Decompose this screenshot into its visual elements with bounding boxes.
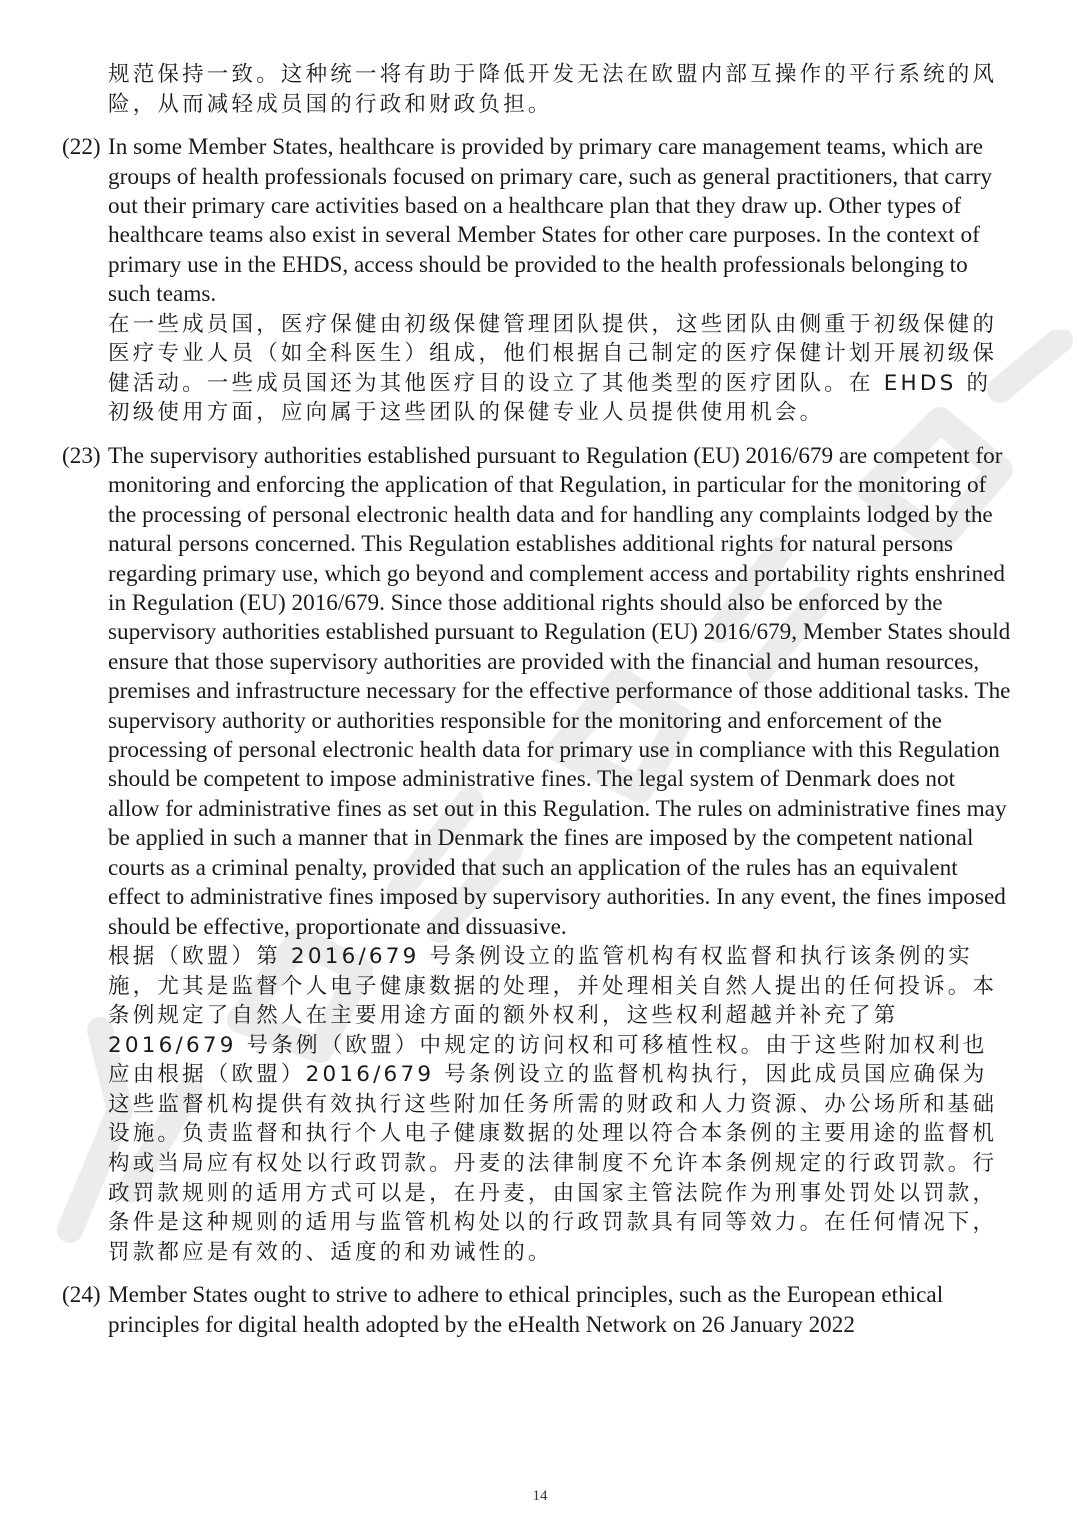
paragraph-24 bbox=[62, 1281, 1012, 1340]
paragraph-english-text: In some Member States, healthcare is provided by primary care management teams, which are groups of health professionals focused on primary care, such as general practitioners, that carry out their primary care activities based on a healthcare plan that they draw up. Other types of healthcare teams also exist in several Member States for other care purposes. In the context of primary use in the EHDS, access should be provided to the health professionals belonging to such teams. bbox=[108, 134, 993, 308]
paragraph-number: (22) bbox=[62, 134, 101, 161]
paragraph-23 bbox=[62, 442, 1012, 1267]
paragraph-english-text: Member States ought to strive to adhere to ethical principles, such as the European ethical principles for digital health adopted by the eHealth Network on 26 January 2022 bbox=[108, 1282, 944, 1338]
paragraph-number: (23) bbox=[62, 443, 101, 469]
paragraph-chinese-text: 在一些成员国，医疗保健由初级保健管理团队提供，这些团队由侧重于初级保健的医疗专业人员（如全科医生）组成，他们根据自己制定的医疗保健计划开展初级保健活动。一些成员国还为其他医疗目的设立了其他类型的医疗团队。在 EHDS 的初级使用方面，应向属于这些团队的保健专业人员提供使用机会。 bbox=[108, 311, 998, 426]
document-page bbox=[62, 60, 1012, 1340]
paragraph-chinese-text: 根据（欧盟）第 2016/679 号条例设立的监管机构有权监督和执行该条例的实施，尤其是监督个人电子健康数据的处理，并处理相关自然人提出的任何投诉。本条例规定了自然人在主要用途方面的额外权利，这些权利超越并补充了第 2016/679 号条例（欧盟）中规定的访问权和可移植性权。由于这些附加权利也应由根据（欧盟）2016/679 号条例设立的监督机构执行，因此成员国应确保为这些监督机构提供有效执行这些附加任务所需的财政和人力资源、办公场所和基础设施。负责监督和执行个人电子健康数据的处理以符合本条例的主要用途的监督机构或当局应有权处以行政罚款。丹麦的法律制度不允许本条例规定的行政罚款。行政罚款规则的适用方式可以是，在丹麦，由国家主管法院作为刑事处罚处以罚款，条件是这种规则的适用与监管机构处以的行政罚款具有同等效力。在任何情况下，罚款都应是有效的、适度的和劝诫性的。 bbox=[108, 943, 998, 1265]
paragraph-number: (24) bbox=[62, 1282, 101, 1309]
intro-chinese-text: 规范保持一致。这种统一将有助于降低开发无法在欧盟内部互操作的平行系统的风险，从而减轻成员国的行政和财政负担。 bbox=[108, 62, 998, 117]
paragraph-22 bbox=[62, 133, 1012, 428]
paragraph-english-text: The supervisory authorities established pursuant to Regulation (EU) 2016/679 are competent for monitoring and enforcing the application of that Regulation, in particular for the monitoring of the processing of personal electronic health data and for handling any complaints lodged by the natural persons concerned. This Regulation establishes additional rights for natural persons regarding primary use, which go beyond and complement access and portability rights enshrined in Regulation (EU) 2016/679. Since those additional rights should also be enforced by the supervisory authorities established pursuant to Regulation (EU) 2016/679, Member States should ensure that those supervisory authorities are provided with the financial and human resources, premises and infrastructure necessary for the effective performance of those additional tasks. The supervisory authority or authorities responsible for the monitoring and enforcement of the processing of personal electronic health data for primary use in compliance with this Regulation should be competent to impose administrative fines. The legal system of Denmark does not allow for administrative fines as set out in this Regulation. The rules on administrative fines may be applied in such a manner that in Denmark the fines are imposed by the competent national courts as a criminal penalty, provided that such an application of the rules has an equivalent effect to administrative fines imposed by supervisory authorities. In any event, the fines imposed should be effective, proportionate and dissuasive. bbox=[108, 443, 1011, 940]
page-number: 14 bbox=[532, 1488, 548, 1504]
